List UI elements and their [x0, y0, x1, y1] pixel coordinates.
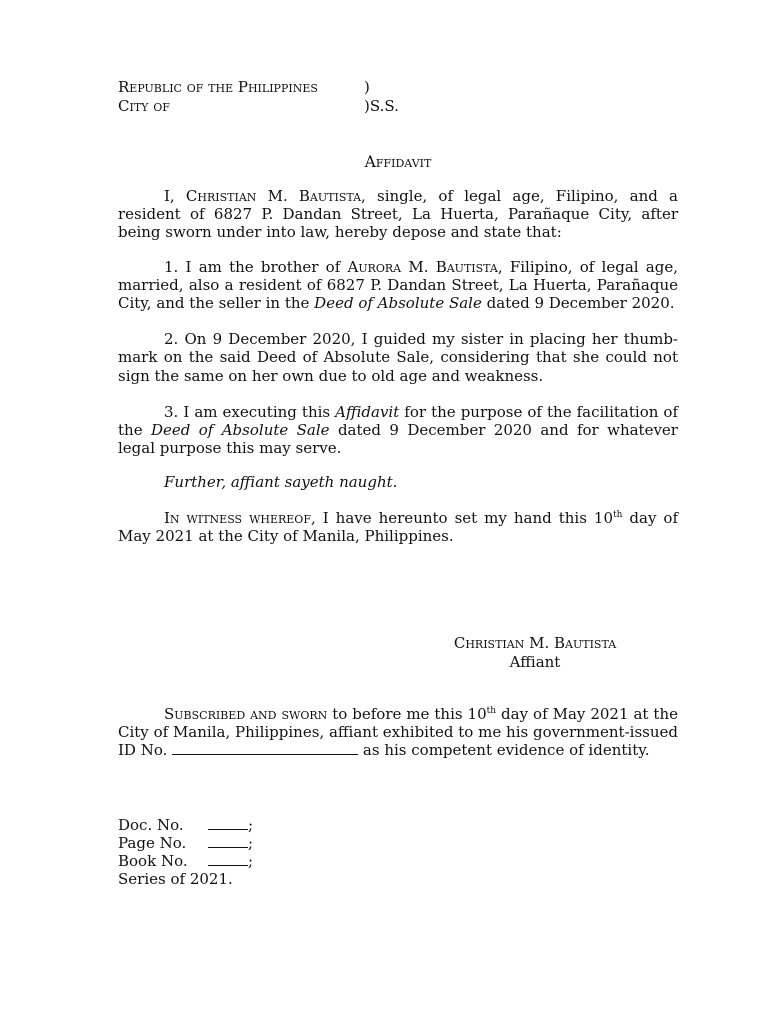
registry-book-row: [118, 852, 253, 870]
venue-ss-mark: )S.S.: [364, 97, 399, 115]
statement-3-pre: 3. I am executing this: [164, 402, 336, 421]
registry-page-label: Page No.: [118, 834, 187, 852]
id-number-blank[interactable]: [172, 742, 358, 755]
registry-page-end: ;: [248, 834, 254, 852]
registry-doc-end: ;: [248, 816, 254, 834]
venue-line-republic: [118, 78, 678, 97]
witness-lead: In witness whereof: [164, 508, 311, 527]
witness-paragraph: [118, 509, 678, 545]
registry-page-blank[interactable]: [208, 835, 248, 848]
statement-1-post: dated 9 December 2020.: [481, 294, 675, 313]
jurat-pre: to before me this 10: [327, 705, 487, 723]
registry-page-row: [118, 834, 253, 852]
statement-1-mid: , Filipino, of legal age, married, also a resident of 6827 P. Dandan Street, La Huerta, Parañaque City, and the seller in the: [118, 257, 678, 313]
notarial-registry: [118, 816, 253, 888]
jurat-section: [118, 705, 678, 760]
intro-paragraph: [118, 187, 678, 242]
statement-1-pre: 1. I am the brother of: [164, 257, 348, 276]
witness-post: day of May 2021 at the City of Manila, Philippines.: [118, 508, 679, 545]
intro-pre: I,: [164, 187, 186, 205]
registry-doc-blank[interactable]: [208, 817, 248, 830]
document-title: Affidavit: [364, 153, 432, 171]
registry-doc-label: Doc. No.: [118, 816, 184, 834]
registry-doc-row: [118, 816, 253, 834]
venue-line-city: [118, 97, 678, 116]
deed-title-3: Deed of Absolute Sale: [150, 421, 330, 440]
signature-block: [440, 634, 630, 672]
deed-title-1: Deed of Absolute Sale: [314, 294, 482, 313]
statement-1: [118, 258, 678, 313]
signature-name: Christian M. Bautista: [453, 634, 617, 652]
statement-3-mid: for the purpose of the facilitation of the: [118, 402, 679, 440]
jurat-post: as his competent evidence of identity.: [358, 741, 650, 760]
registry-series: Series of 2021.: [118, 870, 233, 888]
registry-book-end: ;: [248, 852, 254, 870]
affidavit-word: Affidavit: [335, 402, 400, 421]
statement-3-post: dated 9 December 2020 and for whatever legal purpose this may serve.: [118, 421, 678, 458]
witness-ordinal: th: [613, 509, 623, 520]
jurat-mid: day of May 2021 at the City of Manila, Philippines, affiant exhibited to me his government-issued ID No.: [118, 705, 678, 760]
affidavit-document: [118, 78, 679, 888]
registry-book-blank[interactable]: [208, 853, 248, 866]
witness-pre: , I have hereunto set my hand this 10: [310, 508, 613, 527]
registry-book-label: Book No.: [118, 852, 188, 870]
affiant-name-inline: Christian M. Bautista: [185, 187, 362, 205]
statement-2: 2. On 9 December 2020, I guided my sister in placing her thumb-mark on the said Deed of Absolute Sale, considering that she could not sign the same on her own due to old age and weakness.: [118, 330, 678, 385]
venue-republic-text: Republic of the Philippines: [118, 78, 318, 96]
jurat-lead: Subscribed and sworn: [164, 705, 328, 723]
sister-name: Aurora M. Bautista: [347, 257, 498, 276]
signature-role: Affiant: [509, 653, 561, 671]
statement-3: [118, 403, 678, 458]
venue-paren-mark: ): [364, 78, 370, 96]
jurat-ordinal: th: [486, 706, 497, 716]
venue-city-text: City of: [118, 97, 170, 115]
jurat-paragraph: [118, 705, 678, 760]
further-statement: Further, affiant sayeth naught.: [164, 473, 398, 492]
intro-rest: , single, of legal age, Filipino, and a resident of 6827 P. Dandan Street, La Huerta, Parañaque City, after being sworn under into law, hereby depose and state that:: [118, 187, 678, 242]
